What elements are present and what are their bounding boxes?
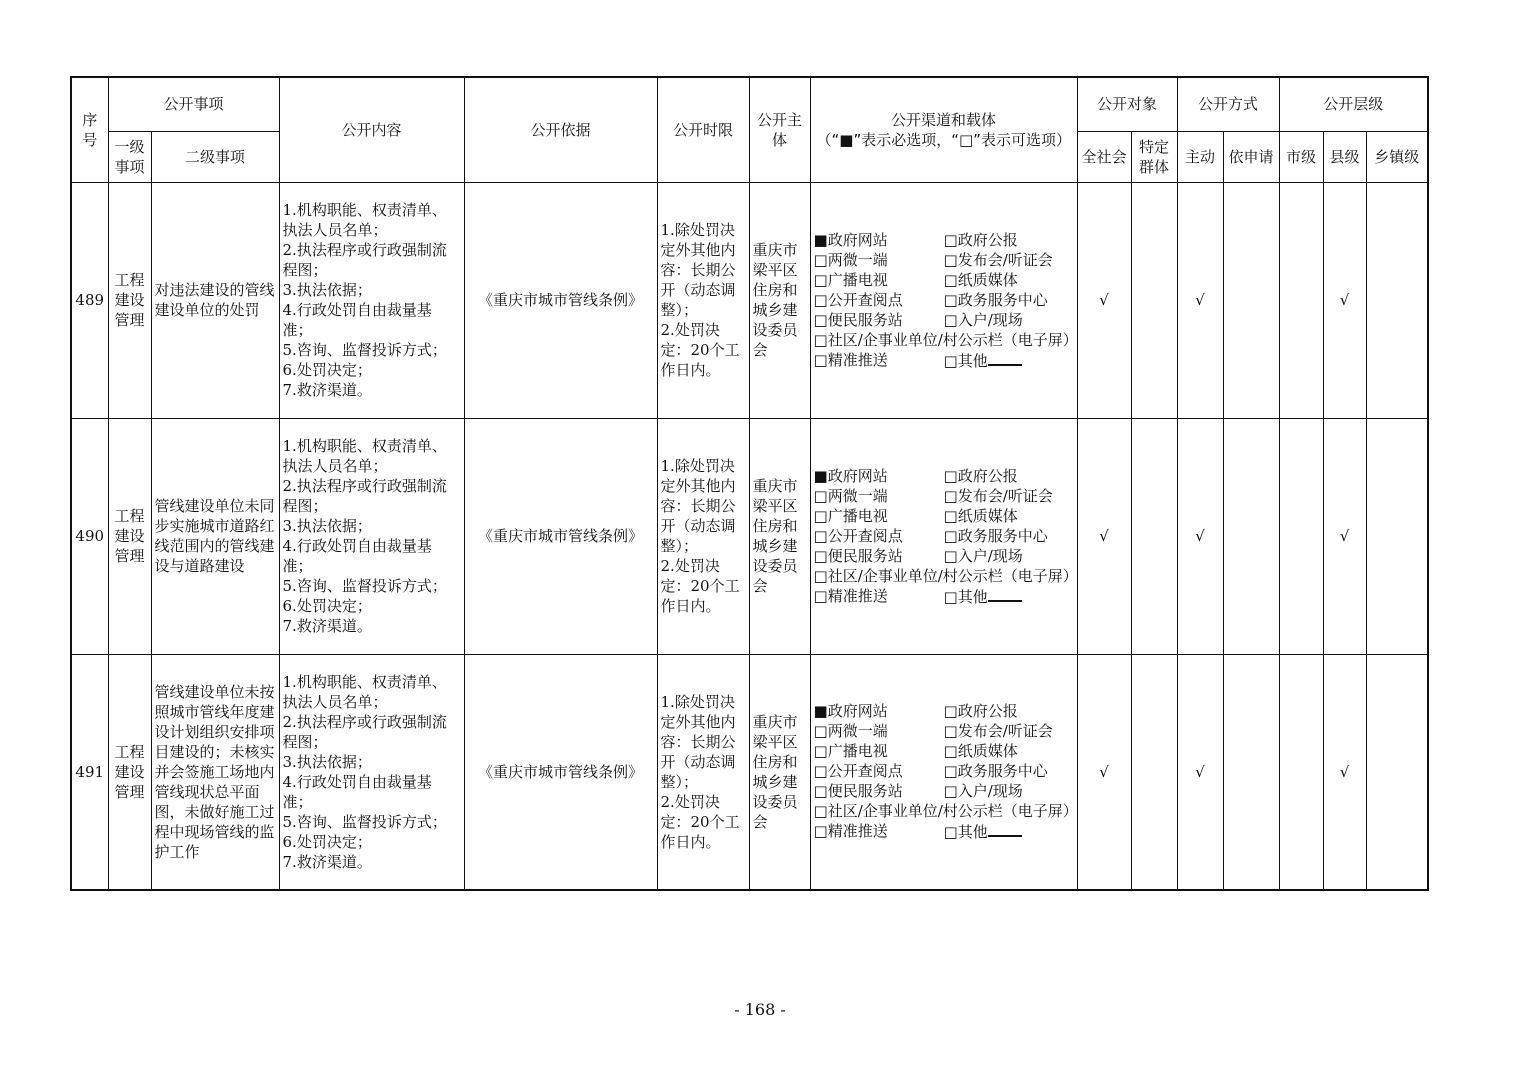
- channel-bulletin-board: □社区/企事业单位/村公示栏（电子屏）: [813, 330, 1078, 349]
- channel-print-media: □纸质媒体: [943, 270, 1018, 289]
- row-time-limit: [657, 418, 749, 654]
- channel-bulletin-board: □社区/企事业单位/村公示栏（电子屏）: [813, 566, 1078, 585]
- row-basis: 《重庆市城市管线条例》: [464, 418, 657, 654]
- header-method-active: 主动: [1177, 131, 1223, 182]
- content-line: 2.执法程序或行政强制流程图；: [282, 477, 447, 515]
- content-line: 2.执法程序或行政强制流程图；: [282, 712, 447, 751]
- channel-press-hearing: □发布会/听证会: [943, 722, 1053, 741]
- channel-weibo-wechat-app: □两微一端: [813, 722, 888, 741]
- row-level1: 工程建设管理: [108, 182, 151, 418]
- disclosure-table-sheet: [70, 76, 1427, 891]
- row-subject: 重庆市梁平区住房和城乡建设委员会: [749, 654, 810, 890]
- cell-method-apply: [1223, 182, 1279, 418]
- channel-gov-gazette: □政府公报: [943, 466, 1018, 485]
- channel-list: [813, 701, 1078, 842]
- cell-target-specific: [1131, 182, 1177, 418]
- header-target: 公开对象: [1077, 77, 1177, 131]
- header-channels-note: （“■”表示必选项，“□”表示可选项）: [816, 130, 1071, 149]
- channel-list: [813, 230, 1078, 371]
- fill-in-blank: [988, 350, 1022, 366]
- header-channels-title: 公开渠道和载体: [891, 110, 997, 129]
- row-basis: 《重庆市城市管线条例》: [464, 654, 657, 890]
- header-level-county: 县级: [1323, 131, 1366, 182]
- header-level-city: 市级: [1279, 131, 1323, 182]
- content-line: 6.处罚决定；: [282, 832, 372, 851]
- check-level-county: √: [1323, 654, 1366, 890]
- time-limit-line: 1.除处罚决定外其他内容：长期公开（动态调整）；: [660, 692, 736, 791]
- row-level1: 工程建设管理: [108, 654, 151, 890]
- table-row: [71, 182, 1428, 418]
- cell-method-apply: [1223, 418, 1279, 654]
- content-line: 6.处罚决定；: [282, 361, 372, 379]
- channel-broadcast-tv: □广播电视: [813, 742, 888, 761]
- channel-service-center: □政务服务中心: [943, 290, 1048, 309]
- channel-precision-push: □精准推送: [813, 822, 888, 841]
- row-seq: 491: [71, 654, 108, 890]
- cell-level-city: [1279, 654, 1323, 890]
- fill-in-blank: [988, 586, 1022, 602]
- header-target-specific: 特定群体: [1131, 131, 1177, 182]
- header-method-apply: 依申请: [1223, 131, 1279, 182]
- content-line: 4.行政处罚自由裁量基准；: [282, 301, 432, 339]
- row-content: [279, 418, 464, 654]
- channel-list: [813, 466, 1078, 607]
- check-target-all: √: [1077, 182, 1131, 418]
- header-content: 公开内容: [279, 77, 464, 182]
- content-line: 3.执法依据；: [282, 281, 372, 299]
- header-channels: [810, 77, 1077, 182]
- row-level2: 管线建设单位未同步实施城市道路红线范围内的管线建设与道路建设: [151, 418, 279, 654]
- content-line: 3.执法依据；: [282, 517, 372, 535]
- check-level-county: √: [1323, 182, 1366, 418]
- table-row: [71, 654, 1428, 890]
- row-seq: 489: [71, 182, 108, 418]
- channel-door-to-door: □入户/现场: [943, 546, 1023, 565]
- channel-other: [944, 350, 1074, 371]
- row-seq: 490: [71, 418, 108, 654]
- header-level: 公开层级: [1279, 77, 1428, 131]
- channel-gov-gazette: □政府公报: [943, 702, 1018, 721]
- row-channels: [810, 182, 1077, 418]
- channel-press-hearing: □发布会/听证会: [943, 250, 1053, 269]
- check-level-county: √: [1323, 418, 1366, 654]
- channel-broadcast-tv: □广播电视: [813, 270, 888, 289]
- channel-press-hearing: □发布会/听证会: [943, 486, 1053, 505]
- header-subject: 公开主体: [749, 77, 810, 182]
- header-method: 公开方式: [1177, 77, 1279, 131]
- row-level2: 管线建设单位未按照城市管线年度建设计划组织安排项目建设的；未核实并会签施工场地内管线现状总平面图，未做好施工过程中现场管线的监护工作: [151, 654, 279, 890]
- channel-other-label: □其他: [943, 351, 988, 370]
- channel-gov-website: ■政府网站: [813, 230, 888, 249]
- cell-target-specific: [1131, 418, 1177, 654]
- header-basis: 公开依据: [464, 77, 657, 182]
- row-level2: 对违法建设的管线建设单位的处罚: [151, 182, 279, 418]
- channel-weibo-wechat-app: □两微一端: [813, 486, 888, 505]
- table-body: [71, 182, 1428, 890]
- time-limit-line: 2.处罚决定：20个工作日内。: [660, 321, 740, 379]
- channel-service-center: □政务服务中心: [943, 526, 1048, 545]
- cell-target-specific: [1131, 654, 1177, 890]
- page-number: - 168 -: [734, 1000, 786, 1019]
- channel-print-media: □纸质媒体: [943, 506, 1018, 525]
- channel-precision-push: □精准推送: [813, 586, 888, 605]
- row-channels: [810, 418, 1077, 654]
- channel-door-to-door: □入户/现场: [943, 310, 1023, 329]
- fill-in-blank: [988, 821, 1022, 837]
- channel-gov-website: ■政府网站: [813, 466, 888, 485]
- channel-print-media: □纸质媒体: [943, 742, 1018, 761]
- content-line: 6.处罚决定；: [282, 597, 372, 615]
- channel-public-reading-point: □公开查阅点: [813, 526, 903, 545]
- cell-level-town: [1366, 182, 1428, 418]
- header-item: 公开事项: [108, 77, 279, 131]
- row-basis: 《重庆市城市管线条例》: [464, 182, 657, 418]
- row-content: [279, 182, 464, 418]
- row-subject: 重庆市梁平区住房和城乡建设委员会: [749, 418, 810, 654]
- cell-level-city: [1279, 418, 1323, 654]
- row-time-limit: [657, 182, 749, 418]
- content-line: 7.救济渠道。: [282, 852, 372, 871]
- content-line: 1.机构职能、权责清单、执法人员名单；: [282, 672, 447, 711]
- row-channels: [810, 654, 1077, 890]
- row-time-limit: [657, 654, 749, 890]
- channel-service-station: □便民服务站: [813, 310, 903, 329]
- row-subject: 重庆市梁平区住房和城乡建设委员会: [749, 182, 810, 418]
- header-seq: 序号: [71, 77, 108, 182]
- channel-gov-website: ■政府网站: [813, 702, 888, 721]
- content-line: 1.机构职能、权责清单、执法人员名单；: [282, 201, 447, 239]
- time-limit-line: 2.处罚决定：20个工作日内。: [660, 557, 740, 615]
- channel-precision-push: □精准推送: [813, 350, 888, 369]
- channel-door-to-door: □入户/现场: [943, 782, 1023, 801]
- row-level1: 工程建设管理: [108, 418, 151, 654]
- time-limit-line: 2.处罚决定：20个工作日内。: [660, 792, 740, 851]
- check-method-active: √: [1177, 654, 1223, 890]
- channel-service-station: □便民服务站: [813, 782, 903, 801]
- check-target-all: √: [1077, 418, 1131, 654]
- content-line: 7.救济渠道。: [282, 617, 372, 635]
- cell-level-city: [1279, 182, 1323, 418]
- time-limit-line: 1.除处罚决定外其他内容：长期公开（动态调整）；: [660, 457, 736, 555]
- cell-level-town: [1366, 418, 1428, 654]
- content-line: 5.咨询、监督投诉方式；: [282, 812, 447, 831]
- row-content: [279, 654, 464, 890]
- channel-service-center: □政务服务中心: [943, 762, 1048, 781]
- cell-method-apply: [1223, 654, 1279, 890]
- cell-level-town: [1366, 654, 1428, 890]
- channel-other: [944, 586, 1074, 607]
- channel-broadcast-tv: □广播电视: [813, 506, 888, 525]
- content-line: 2.执法程序或行政强制流程图；: [282, 241, 447, 279]
- header-time-limit: 公开时限: [657, 77, 749, 182]
- channel-other: [944, 821, 1074, 842]
- header-target-all: 全社会: [1077, 131, 1131, 182]
- content-line: 4.行政处罚自由裁量基准；: [282, 537, 432, 575]
- channel-other-label: □其他: [943, 823, 988, 842]
- content-line: 3.执法依据；: [282, 752, 372, 771]
- channel-public-reading-point: □公开查阅点: [813, 290, 903, 309]
- check-target-all: √: [1077, 654, 1131, 890]
- content-line: 5.咨询、监督投诉方式；: [282, 577, 447, 595]
- channel-weibo-wechat-app: □两微一端: [813, 250, 888, 269]
- content-line: 1.机构职能、权责清单、执法人员名单；: [282, 437, 447, 475]
- header-level1: 一级事项: [108, 131, 151, 182]
- content-line: 7.救济渠道。: [282, 381, 372, 399]
- check-method-active: √: [1177, 418, 1223, 654]
- content-line: 4.行政处罚自由裁量基准；: [282, 772, 432, 811]
- table-row: [71, 418, 1428, 654]
- header-level2: 二级事项: [151, 131, 279, 182]
- channel-gov-gazette: □政府公报: [943, 230, 1018, 249]
- channel-service-station: □便民服务站: [813, 546, 903, 565]
- disclosure-table: [70, 76, 1429, 891]
- content-line: 5.咨询、监督投诉方式；: [282, 341, 447, 359]
- header-level-town: 乡镇级: [1366, 131, 1428, 182]
- time-limit-line: 1.除处罚决定外其他内容：长期公开（动态调整）；: [660, 221, 736, 319]
- channel-bulletin-board: □社区/企事业单位/村公示栏（电子屏）: [813, 802, 1078, 821]
- channel-other-label: □其他: [943, 587, 988, 606]
- channel-public-reading-point: □公开查阅点: [813, 762, 903, 781]
- check-method-active: √: [1177, 182, 1223, 418]
